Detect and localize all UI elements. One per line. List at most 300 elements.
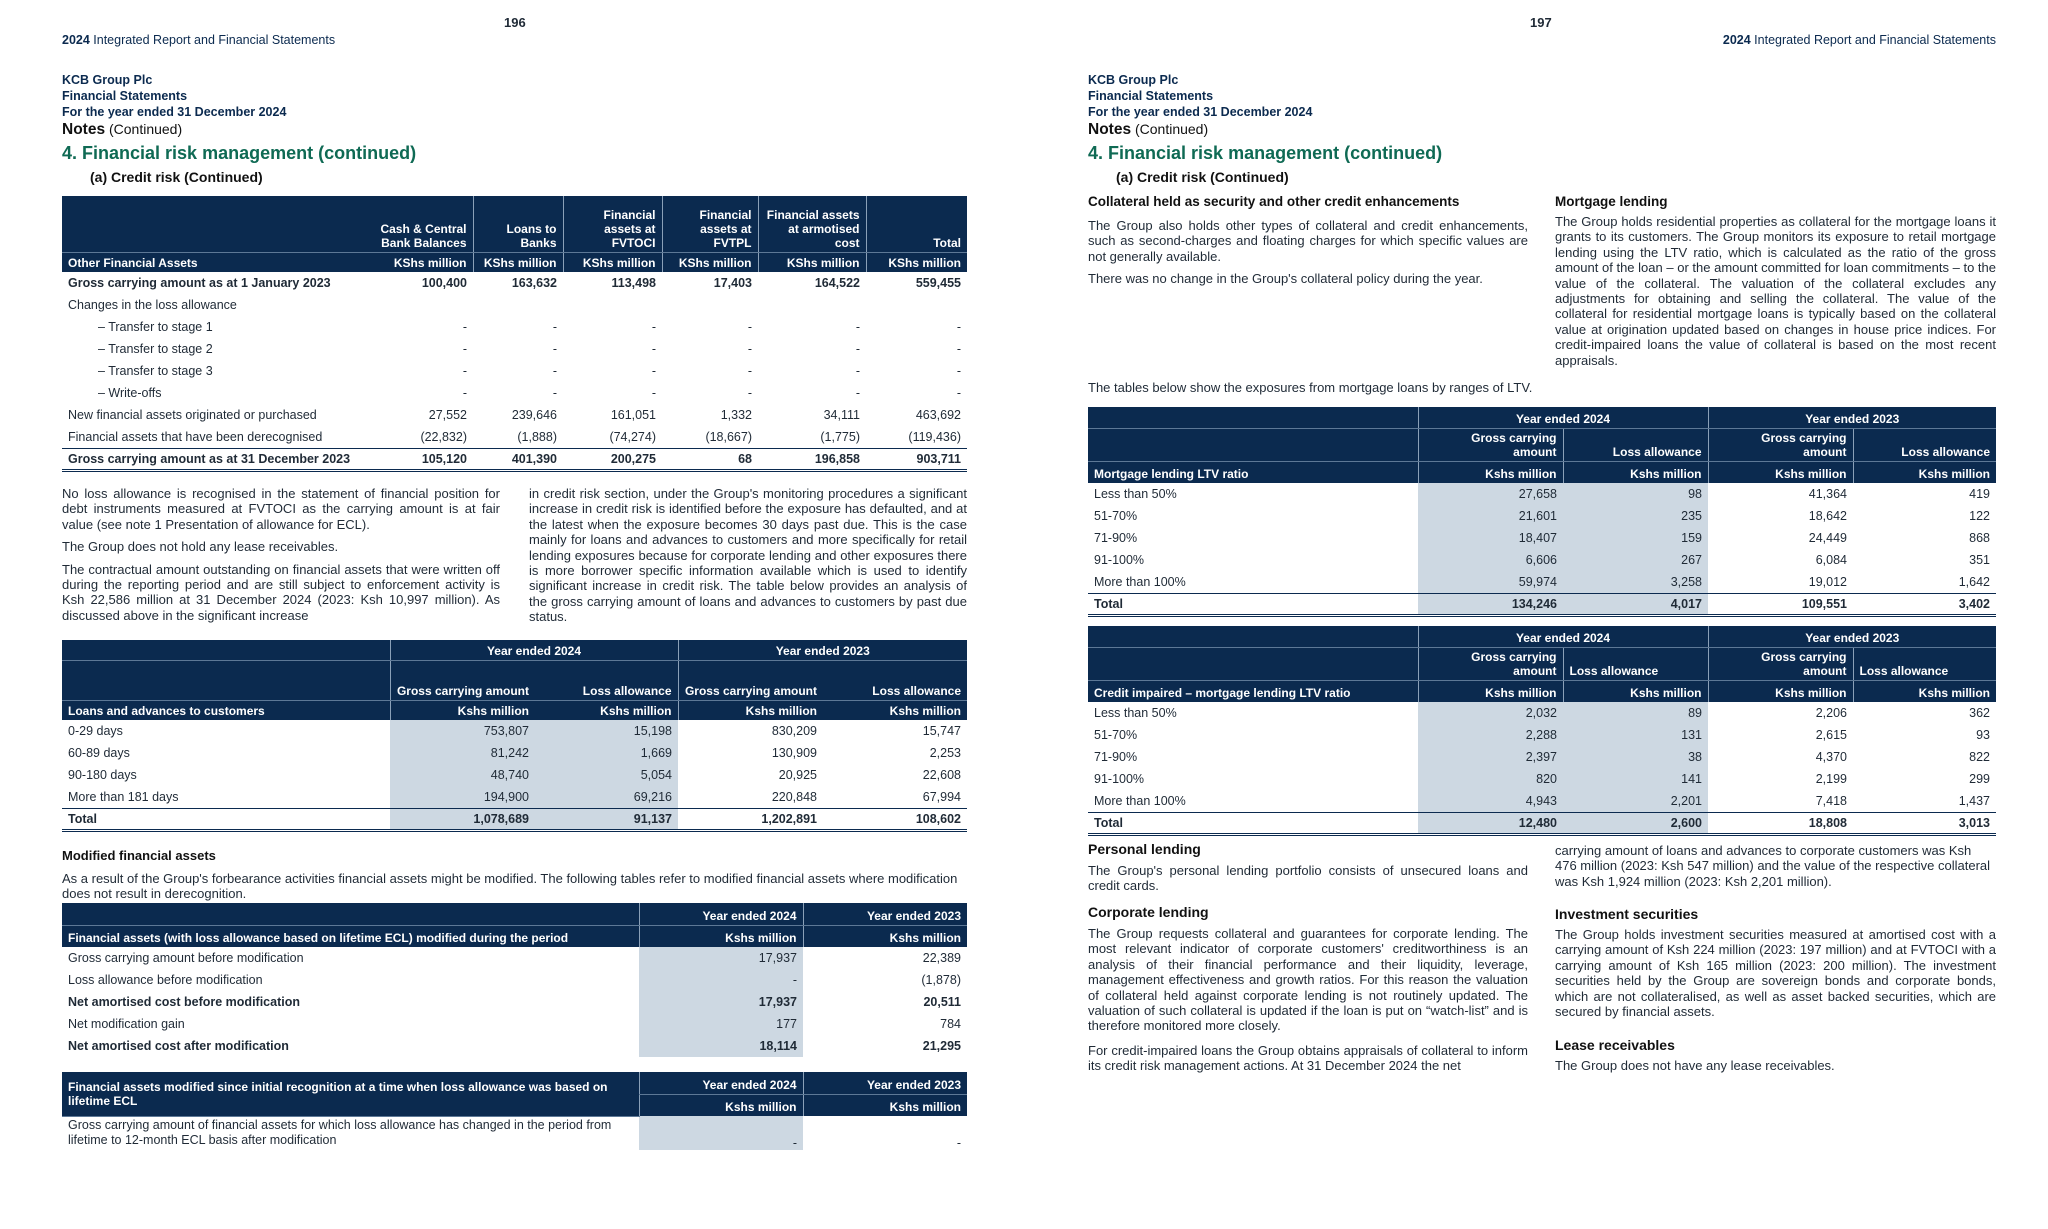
- cell-value: (1,878): [921, 973, 961, 987]
- table-units-row: [62, 700, 967, 720]
- cell-value: [662, 294, 758, 316]
- unit: KShs million: [758, 252, 866, 272]
- year-header: Year ended 2023: [803, 1072, 967, 1094]
- cell-value: 194,900: [390, 786, 535, 808]
- table-row: [62, 808, 967, 830]
- lease-receivables-heading: Lease receivables: [1555, 1037, 1675, 1053]
- table-row: [62, 742, 967, 764]
- cell-value: 68: [662, 448, 758, 470]
- col-header: Financial assets at FVTOCI: [563, 196, 662, 252]
- cell-value: 17,937: [639, 991, 803, 1013]
- cell-value: 100,400: [421, 276, 467, 290]
- loans-past-due-table: [62, 640, 967, 832]
- row-header: Financial assets modified since initial recognition at a time when loss allowance was based on lifetime ECL: [62, 1072, 639, 1116]
- row-label: More than 181 days: [68, 789, 179, 804]
- cell-value: 1,437: [1958, 793, 1990, 808]
- modified-assets-table: [62, 903, 967, 1057]
- year-header: Year ended 2023: [678, 640, 967, 660]
- cell-value: 419: [1969, 487, 1990, 501]
- mortgage-heading: Mortgage lending: [1555, 194, 1668, 209]
- cell-value: 463,692: [915, 408, 961, 422]
- table-row: [1088, 593, 1996, 615]
- row-label: Gross carrying amount of financial assets for which loss allowance has changed in the period from lifetime to 12-month ECL basis after modification: [68, 1118, 612, 1148]
- row-header: Other Financial Assets: [62, 252, 367, 272]
- cell-value: 2,206: [1815, 706, 1847, 720]
- personal-lending-para: The Group's personal lending portfolio consists of unsecured loans and credit cards.: [1088, 863, 1528, 894]
- table-row: [62, 294, 967, 316]
- row-label: – Transfer to stage 2: [98, 342, 213, 356]
- running-head: 2024 Integrated Report and Financial Statements: [62, 33, 336, 47]
- table-units-row: [1088, 461, 1996, 483]
- unit: KShs million: [473, 252, 563, 272]
- unit: Kshs million: [1853, 680, 1996, 702]
- cell-value: 18,114: [639, 1035, 803, 1057]
- year-header-row: [1088, 407, 1996, 428]
- cell-value: (22,832): [420, 429, 467, 444]
- entity-block: [62, 72, 562, 120]
- tables-intro: The tables below show the exposures from mortgage loans by ranges of LTV.: [1088, 380, 1533, 395]
- table-body: [62, 720, 967, 830]
- cell-value: 34,111: [823, 408, 860, 422]
- cell-value: 161,051: [610, 408, 656, 422]
- paragraph: For credit-impaired loans the Group obtains appraisals of collateral to inform its credit risk management actions. At 31 December 2024 the net: [1088, 1042, 1528, 1074]
- col-header: Loss allowance: [823, 660, 967, 700]
- table-row: [62, 316, 967, 338]
- table-units-row: [62, 252, 967, 272]
- table-header-row: [62, 196, 967, 252]
- row-label: Less than 50%: [1094, 706, 1177, 720]
- unit: KShs million: [662, 252, 758, 272]
- col-header: Gross carrying amount: [390, 660, 535, 700]
- left-para-col1: [62, 486, 500, 630]
- cell-value: 134,246: [1418, 593, 1563, 615]
- cell-value: [866, 294, 967, 316]
- col-header: Total: [866, 196, 967, 252]
- cell-value: 105,120: [367, 448, 473, 470]
- paragraph: The Group also holds other types of collateral and credit enhancements, such as second-charges and floating charges for which specific values are not generally available.: [1088, 218, 1528, 264]
- corporate-lending-paras: [1088, 926, 1528, 1081]
- subsection-title: (a) Credit risk (Continued): [1116, 169, 1289, 185]
- year-header: Year ended 2024: [639, 903, 803, 925]
- cell-value: -: [747, 364, 752, 378]
- entity-doc: Financial Statements: [62, 89, 188, 103]
- cell-value: 753,807: [390, 720, 535, 742]
- collateral-paras: [1088, 218, 1528, 294]
- table-row: [62, 404, 967, 426]
- cell-value: [473, 294, 563, 316]
- table-row: [62, 426, 967, 448]
- row-label: New financial assets originated or purchased: [68, 408, 317, 422]
- cell-value: 1,669: [535, 742, 678, 764]
- cell-value: 3,258: [1563, 571, 1708, 593]
- paragraph: No loss allowance is recognised in the statement of financial position for debt instruments measured at FVTOCI as the carrying amount is at fair value (see note 1 Presentation of allowance for ECL).: [62, 486, 500, 532]
- cell-value: [563, 294, 662, 316]
- paragraph: The contractual amount outstanding on financial assets that were written off during the reporting period and are still subject to enforcement activity is Ksh 22,586 million at 31 December 2024 (2023: Ksh 10,997 million). As discussed above in the significant increase: [62, 561, 500, 623]
- cell-value: 351: [1969, 553, 1990, 567]
- cell-value: 98: [1563, 483, 1708, 505]
- table-row: [62, 382, 967, 404]
- cell-value: 1,202,891: [678, 808, 823, 830]
- cell-value: 220,848: [771, 789, 817, 804]
- col-header: Cash & Central Bank Balances: [367, 196, 473, 252]
- section-title: 4. Financial risk management (continued): [1088, 143, 1443, 163]
- cell-value: 17,937: [639, 947, 803, 969]
- row-label: Total: [62, 808, 390, 830]
- cell-value: 235: [1563, 505, 1708, 527]
- cell-value: 108,602: [823, 808, 967, 830]
- cell-value: 18,642: [1808, 509, 1847, 523]
- cell-value: -: [552, 320, 557, 334]
- col-header: Gross carrying amount: [1708, 647, 1853, 680]
- cell-value: [367, 294, 473, 316]
- cell-value: 67,994: [922, 789, 961, 804]
- cell-value: (74,274): [609, 429, 656, 444]
- unit: Kshs million: [1563, 680, 1708, 702]
- cell-value: 4,017: [1563, 593, 1708, 615]
- table-row: [1088, 702, 1996, 724]
- cell-value: (1,775): [820, 429, 860, 444]
- cell-value: 48,740: [390, 764, 535, 786]
- year-header: Year ended 2024: [390, 640, 678, 660]
- cell-value: 17,403: [713, 276, 752, 290]
- section-title: 4. Financial risk management (continued): [62, 143, 417, 163]
- entity-period: For the year ended 31 December 2024: [62, 105, 287, 119]
- notes-label: Notes (Continued): [1088, 121, 1209, 138]
- cell-value: (1,888): [517, 429, 557, 444]
- year-header: Year ended 2024: [1418, 626, 1708, 647]
- cell-value: -: [639, 969, 803, 991]
- cell-value: -: [639, 1116, 803, 1150]
- table-body: [62, 272, 967, 470]
- cell-value: 267: [1563, 549, 1708, 571]
- year-header: Year ended 2024: [639, 1072, 803, 1094]
- cell-value: -: [956, 364, 961, 378]
- cell-value: 15,198: [535, 720, 678, 742]
- cell-value: (119,436): [908, 429, 961, 444]
- page-number: 197: [1530, 15, 1552, 30]
- table-row: [62, 786, 967, 808]
- unit: Kshs million: [1418, 680, 1563, 702]
- row-label: 0-29 days: [68, 724, 123, 738]
- cell-value: -: [956, 386, 961, 400]
- cell-value: -: [462, 320, 467, 334]
- col-header: Gross carrying amount: [1418, 647, 1563, 680]
- row-label: Gross carrying amount as at 31 December 2023: [62, 448, 367, 470]
- cell-value: 6,606: [1418, 549, 1563, 571]
- entity-period: For the year ended 31 December 2024: [1088, 105, 1313, 119]
- cell-value: 196,858: [758, 448, 866, 470]
- row-label: Net modification gain: [68, 1017, 185, 1031]
- table-body: [1088, 483, 1996, 615]
- cell-value: 868: [1969, 531, 1990, 545]
- cell-value: -: [552, 342, 557, 356]
- unit: Kshs million: [1563, 461, 1708, 483]
- table-row: [62, 969, 967, 991]
- unit: Kshs million: [803, 1094, 967, 1116]
- row-label: Loss allowance before modification: [68, 973, 263, 987]
- year-header-row: [62, 640, 967, 660]
- cell-value: -: [855, 364, 860, 378]
- cell-value: 820: [1418, 768, 1563, 790]
- cell-value: 7,418: [1815, 793, 1847, 808]
- cell-value: 362: [1969, 706, 1990, 720]
- col-header: Gross carrying amount: [1418, 428, 1563, 461]
- row-header: Financial assets (with loss allowance based on lifetime ECL) modified during the period: [62, 925, 639, 947]
- row-label: 51-70%: [1094, 509, 1138, 523]
- table-row: [1088, 571, 1996, 593]
- cell-value: -: [956, 1136, 961, 1150]
- cell-value: 2,288: [1418, 724, 1563, 746]
- unit: KShs million: [563, 252, 662, 272]
- cell-value: 1,078,689: [390, 808, 535, 830]
- table-row: [1088, 768, 1996, 790]
- unit: Kshs million: [823, 700, 967, 720]
- table-row: [62, 448, 967, 470]
- paragraph: The Group requests collateral and guarantees for corporate lending. The most relevant indicator of corporate customers' creditworthiness is an analysis of their financial performance and their liquidity, leverage, management effectiveness and growth ratios. For this reason the valuation of collateral held against corporate lending is not routinely updated. The valuation of such collateral is updated if the loan is put on “watch-list” and is therefore monitored more closely.: [1088, 926, 1528, 1034]
- table-body: [62, 947, 967, 1057]
- table-row: [62, 991, 967, 1013]
- cell-value: 24,449: [1808, 531, 1847, 545]
- cell-value: -: [956, 320, 961, 334]
- cell-value: 4,370: [1815, 750, 1847, 764]
- row-header: Credit impaired – mortgage lending LTV ratio: [1088, 680, 1418, 702]
- mortgage-ltv-table: [1088, 407, 1996, 617]
- cell-value: 20,925: [778, 768, 817, 782]
- table-row: [62, 764, 967, 786]
- cell-value: -: [855, 320, 860, 334]
- col-header: Loss allowance: [535, 660, 678, 700]
- year-header: Year ended 2023: [803, 903, 967, 925]
- cell-value: -: [855, 342, 860, 356]
- row-label: Less than 50%: [1094, 487, 1177, 501]
- sub-header-row: [1088, 647, 1996, 680]
- cell-value: 784: [940, 1017, 961, 1031]
- row-label: 51-70%: [1094, 728, 1138, 742]
- cell-value: 903,711: [866, 448, 967, 470]
- modified-para: As a result of the Group's forbearance activities financial assets might be modified. The following tables refer to modified financial assets where modification does not result in derecognition.: [62, 871, 958, 902]
- table-row: [1088, 549, 1996, 571]
- notes-label: Notes (Continued): [62, 121, 183, 138]
- cell-value: -: [462, 364, 467, 378]
- row-label: 60-89 days: [68, 746, 130, 760]
- investment-securities-heading: Investment securities: [1555, 906, 1699, 922]
- table-row: [62, 1116, 967, 1150]
- table-row: [62, 720, 967, 742]
- cell-value: 122: [1969, 509, 1990, 523]
- cell-value: 3,013: [1853, 812, 1996, 834]
- cell-value: 15,747: [922, 724, 961, 738]
- table-row: [1088, 527, 1996, 549]
- row-header: Mortgage lending LTV ratio: [1088, 461, 1418, 483]
- cell-value: 299: [1969, 772, 1990, 786]
- table-row: [1088, 724, 1996, 746]
- cell-value: 109,551: [1708, 593, 1853, 615]
- table-row: [62, 1013, 967, 1035]
- cell-value: 22,389: [922, 951, 961, 965]
- unit: Kshs million: [1708, 680, 1853, 702]
- entity-name: KCB Group Plc: [62, 73, 153, 87]
- left-page: [62, 0, 967, 1229]
- paragraph: The Group does not hold any lease receivables.: [62, 539, 339, 555]
- year-header-row: [62, 903, 967, 925]
- table-body: [1088, 702, 1996, 834]
- row-label: Net amortised cost after modification: [68, 1039, 289, 1053]
- year-header: Year ended 2024: [1418, 407, 1708, 428]
- cell-value: -: [552, 386, 557, 400]
- paragraph: There was no change in the Group's collateral policy during the year.: [1088, 271, 1483, 287]
- cell-value: 91,137: [535, 808, 678, 830]
- table-row: [1088, 812, 1996, 834]
- cell-value: 2,032: [1418, 702, 1563, 724]
- cell-value: 2,199: [1815, 772, 1847, 786]
- cell-value: 130,909: [771, 746, 817, 760]
- col-header: Gross carrying amount: [1708, 428, 1853, 461]
- year-header-row: [62, 1072, 967, 1094]
- cell-value: 131: [1563, 724, 1708, 746]
- cell-value: 27,658: [1418, 483, 1563, 505]
- mortgage-para: The Group holds residential properties as collateral for the mortgage loans it grants to its customers. The Group monitors its exposure to retail mortgage lending using the LTV ratio, which is calculated as the ratio of the gross amount of the loan – or the amount committed for loan commitments – to the value of the collateral. The valuation of the collateral excludes any adjustments for obtaining and selling the collateral. The value of the collateral for residential mortgage loans is typically based on the collateral value at origination updated based on changes in house price indices. For credit-impaired loans the value of collateral is based on the most recent appraisals.: [1555, 214, 1996, 368]
- unit: KShs million: [367, 252, 473, 272]
- sub-header-row: [1088, 428, 1996, 461]
- cell-value: 822: [1969, 750, 1990, 764]
- right-page: [1088, 0, 1996, 1229]
- cell-value: -: [552, 364, 557, 378]
- entity-block: [1088, 72, 1588, 120]
- cell-value: 22,608: [922, 768, 961, 782]
- row-label: Net amortised cost before modification: [68, 995, 300, 1009]
- table-body: [62, 1116, 967, 1150]
- cell-value: 59,974: [1418, 571, 1563, 593]
- cell-value: 164,522: [814, 276, 860, 290]
- unit: KShs million: [866, 252, 967, 272]
- paragraph: in credit risk section, under the Group's monitoring procedures a significant increase in credit risk is identified before the exposure has defaulted, and at the latest when the exposure becomes 30 days past due. This is the case mainly for loans and advances to customers and more specifically for retail lending exposures because for corporate lending and other exposures there is more borrower specific information available which is used to identify significant increase in credit risk. The table below provides an analysis of the gross carrying amount of loans and advances to customers by past due status.: [529, 486, 967, 625]
- col-header: Financial assets at armotised cost: [758, 196, 866, 252]
- row-label: Total: [1088, 593, 1418, 615]
- cell-value: 6,084: [1815, 553, 1847, 567]
- table-row: [62, 338, 967, 360]
- row-label: 71-90%: [1094, 750, 1138, 764]
- cell-value: -: [747, 342, 752, 356]
- unit: Kshs million: [1708, 461, 1853, 483]
- row-label: 71-90%: [1094, 531, 1138, 545]
- cell-value: 18,407: [1418, 527, 1563, 549]
- lease-receivables-para: The Group does not have any lease receivables.: [1555, 1058, 1835, 1073]
- table-row: [62, 360, 967, 382]
- subsection-title: (a) Credit risk (Continued): [90, 169, 263, 185]
- year-header: Year ended 2023: [1708, 626, 1996, 647]
- table-units-row: [1088, 680, 1996, 702]
- cell-value: 2,201: [1563, 790, 1708, 812]
- table-row: [62, 1035, 967, 1057]
- col-header: Gross carrying amount: [678, 660, 823, 700]
- col-header: Loss allowance: [1853, 647, 1996, 680]
- collateral-heading: Collateral held as security and other credit enhancements: [1088, 194, 1460, 209]
- cell-value: -: [651, 386, 656, 400]
- col-header: Loss allowance: [1853, 428, 1996, 461]
- cell-value: 12,480: [1418, 812, 1563, 834]
- cell-value: 163,632: [511, 276, 557, 290]
- row-label: 91-100%: [1094, 553, 1145, 567]
- cell-value: 27,552: [428, 408, 467, 422]
- col-header: Loans to Banks: [473, 196, 563, 252]
- investment-securities-para: The Group holds investment securities measured at amortised cost with a carrying amount of Ksh 224 million (2023: 197 million) and at FVTOCI with a carrying amount of Ksh 165 million (2023: 200 million). The investment securities held by the Group are sovereign bonds and corporate bonds, which are not collateralised, as well as asset backed securities, which are secured by financial assets.: [1555, 927, 1996, 1020]
- cell-value: 89: [1563, 702, 1708, 724]
- unit: Kshs million: [639, 925, 803, 947]
- cell-value: -: [956, 342, 961, 356]
- modified-since-recognition-table: [62, 1072, 967, 1150]
- row-label: Gross carrying amount before modification: [68, 951, 304, 965]
- cell-value: -: [747, 320, 752, 334]
- cell-value: 3,402: [1853, 593, 1996, 615]
- entity-name: KCB Group Plc: [1088, 73, 1179, 87]
- running-head: 2024 Integrated Report and Financial Statements: [1722, 33, 1996, 47]
- row-label: Total: [1088, 812, 1418, 834]
- cell-value: 830,209: [771, 724, 817, 738]
- cell-value: 1,332: [720, 408, 752, 422]
- cell-value: 1,642: [1958, 574, 1990, 589]
- col-header: Loss allowance: [1563, 428, 1708, 461]
- sub-header-row: [62, 660, 967, 700]
- cell-value: 200,275: [563, 448, 662, 470]
- table-row: [1088, 505, 1996, 527]
- year-header: Year ended 2023: [1708, 407, 1996, 428]
- cell-value: 5,054: [535, 764, 678, 786]
- unit: Kshs million: [390, 700, 535, 720]
- unit: Kshs million: [678, 700, 823, 720]
- cell-value: -: [747, 386, 752, 400]
- cell-value: -: [651, 364, 656, 378]
- page-number: 196: [504, 15, 526, 30]
- cell-value: 41,364: [1808, 487, 1847, 501]
- cell-value: 21,601: [1418, 505, 1563, 527]
- row-label: More than 100%: [1094, 793, 1186, 808]
- corporate-lending-cont: carrying amount of loans and advances to corporate customers was Ksh 476 million (2023: Ksh 547 million) and the value of the respective collateral was Ksh 1,924 million (2023: Ksh 2,201 million).: [1555, 843, 1991, 889]
- row-label: 91-100%: [1094, 772, 1145, 786]
- cell-value: 81,242: [390, 742, 535, 764]
- col-header: Financial assets at FVTPL: [662, 196, 758, 252]
- unit: Kshs million: [1853, 461, 1996, 483]
- unit: Kshs million: [639, 1094, 803, 1116]
- table-row: [1088, 483, 1996, 505]
- table-row: [1088, 746, 1996, 768]
- cell-value: -: [855, 386, 860, 400]
- row-header: Loans and advances to customers: [62, 700, 390, 720]
- cell-value: -: [462, 386, 467, 400]
- entity-doc: Financial Statements: [1088, 89, 1214, 103]
- table-units-row: [62, 925, 967, 947]
- cell-value: 21,295: [922, 1039, 961, 1053]
- cell-value: 141: [1563, 768, 1708, 790]
- row-label: More than 100%: [1094, 574, 1186, 589]
- cell-value: (18,667): [705, 429, 752, 444]
- row-label: – Transfer to stage 1: [98, 320, 213, 334]
- table-row: [62, 272, 967, 294]
- cell-value: 2,600: [1563, 812, 1708, 834]
- cell-value: 159: [1563, 527, 1708, 549]
- table-row: [62, 947, 967, 969]
- cell-value: 401,390: [473, 448, 563, 470]
- unit: Kshs million: [803, 925, 967, 947]
- cell-value: -: [651, 320, 656, 334]
- cell-value: -: [651, 342, 656, 356]
- table-row: [1088, 790, 1996, 812]
- cell-value: 20,511: [923, 995, 961, 1009]
- cell-value: 18,808: [1708, 812, 1853, 834]
- cell-value: 177: [639, 1013, 803, 1035]
- other-financial-assets-table: [62, 196, 967, 472]
- year-header-row: [1088, 626, 1996, 647]
- row-label: 90-180 days: [68, 768, 137, 782]
